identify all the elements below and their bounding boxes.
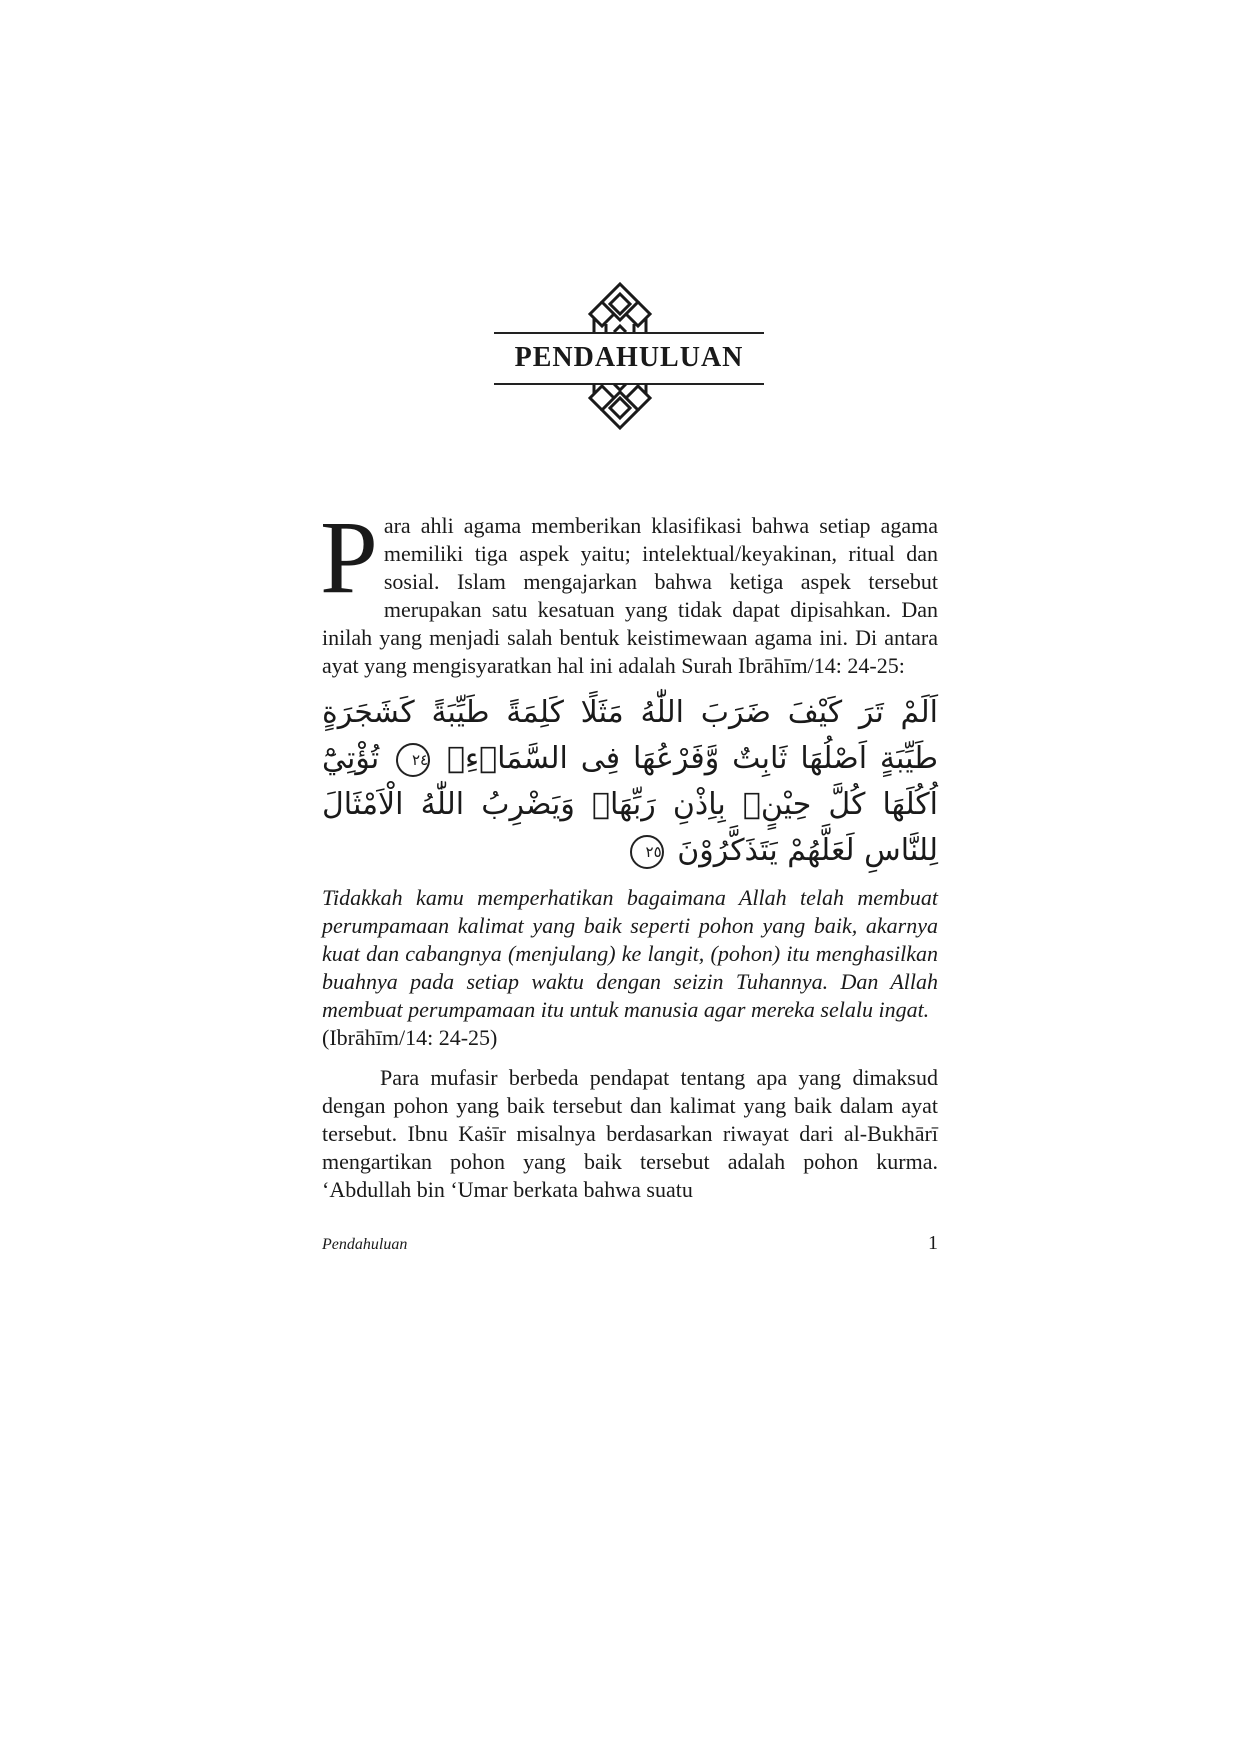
verse-reference: (Ibrāhīm/14: 24-25) (322, 1025, 498, 1050)
arabic-verse-24: اَلَمْ تَرَ كَيْفَ ضَرَبَ اللّٰهُ مَثَلًا كَلِمَةً طَيِّبَةً كَشَجَرَةٍ طَيِّبَةٍ اَصْلُهَا ثَابِتٌ وَّفَرْعُهَا فِى السَّمَاۤءِۙ (322, 695, 938, 776)
body-paragraph: Para mufasir berbeda pendapat tentang apa yang dimaksud dengan pohon yang baik tersebut dan kalimat yang baik dalam ayat tersebut. Ibnu Kaṡīr misalnya berdasarkan riwayat dari al-Bukhārī mengartikan pohon yang baik tersebut adalah pohon kurma. ‘Abdullah bin ‘Umar berkata bahwa suatu (322, 1065, 938, 1202)
intro-text: ara ahli agama memberikan klasifikasi bahwa setiap agama memiliki tiga aspek yaitu; intelektual/keyakinan, ritual dan sosial. Islam mengajarkan bahwa ketiga aspek tersebut merupakan satu kesatuan yang tidak dapat dipisahkan. Dan inilah yang menjadi salah bentuk keistimewaan agama ini. Di antara ayat yang mengisyaratkan hal ini adalah Surah Ibrāhīm/14: 24-25: (322, 513, 938, 678)
verse-translation: Tidakkah kamu memperhatikan bagaimana Allah telah membuat perumpamaan kalimat yang baik seperti pohon yang baik, akarnya kuat dan cabangnya (menjulang) ke langit, (pohon) itu menghasilkan buahnya pada setiap waktu dengan seizin Tuhannya. Dan Allah membuat perumpamaan itu untuk manusia agar mereka selalu ingat. (322, 885, 938, 1022)
header-ornament-bottom (0, 384, 1240, 430)
header-rule-top (494, 332, 764, 334)
knot-ornament-icon (580, 282, 660, 336)
header-ornament-top (0, 282, 1240, 336)
page-body (320, 500, 938, 1204)
chapter-title: PENDAHULUAN (514, 342, 744, 373)
ayah-number-25: ٢٥ (630, 835, 664, 869)
intro-paragraph (320, 500, 938, 680)
arabic-verse-25: تُؤْتِيْٓ اُكُلَهَا كُلَّ حِيْنٍۢ بِاِذْنِ رَبِّهَاۗ وَيَضْرِبُ اللّٰهُ الْاَمْثَالَ لِلنَّاسِ لَعَلَّهُمْ يَتَذَكَّرُوْنَ (322, 741, 938, 868)
running-footer-title: Pendahuluan (322, 1236, 408, 1253)
page-number: 1 (928, 1232, 938, 1254)
quran-verse-arabic (322, 690, 938, 874)
drop-cap: P (320, 500, 378, 615)
knot-ornament-icon (580, 384, 660, 430)
ayah-number-24: ٢٤ (396, 743, 430, 777)
